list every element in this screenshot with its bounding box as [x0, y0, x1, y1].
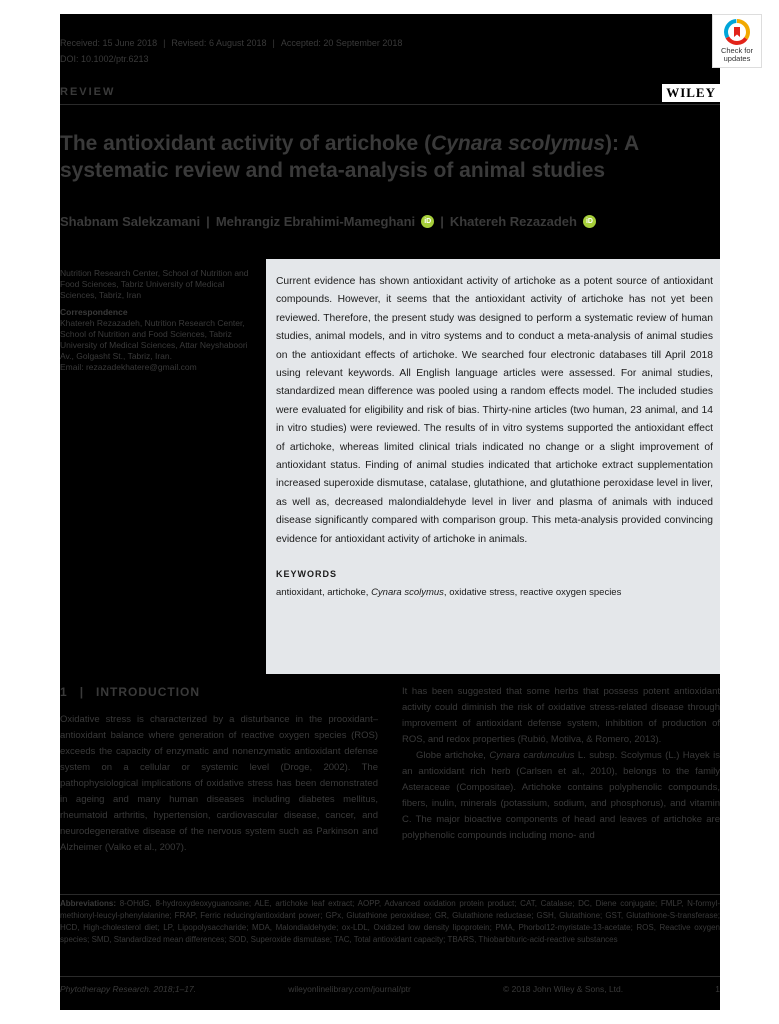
abstract-box: [266, 259, 720, 674]
paragraph: Globe artichoke, Cynara cardunculus L. subsp. Scolymus (L.) Hayek is an antioxidant rich herb (Carlsen et al., 2010), belongs to the family Asteraceae (Compositae). Artichoke contains polyphenolic compounds, fibers, inulin, minerals (potassium, sodium, and phosphorus), and vitamin C. The major bioactive components of head and leaves of artichoke are polyphenolic compounds including mono- and: [402, 750, 720, 841]
orcid-icon[interactable]: iD: [583, 215, 596, 228]
section-separator: |: [79, 685, 85, 699]
history-separator: |: [163, 38, 166, 48]
footer-divider: [60, 976, 720, 977]
check-for-updates-badge[interactable]: [712, 14, 762, 68]
section-heading: [60, 684, 378, 700]
keywords-title: KEYWORDS: [276, 569, 338, 580]
journal-citation: Phytotherapy Research. 2018;1–17.: [60, 984, 197, 994]
paragraph: It has been suggested that some herbs that possess potent antioxidant activity could diminish the risk of oxidative stress-related disease through improvement of antioxidant defense system, inhibition of production of ROS, and redox properties (Rubió, Motilva, & Romero, 2013).: [402, 686, 720, 745]
section-number: 1: [60, 685, 68, 699]
publisher-logo: WILEY: [662, 84, 720, 102]
footnote-divider: [60, 894, 720, 895]
revised-date: Revised: 6 August 2018: [171, 38, 267, 48]
doi-link[interactable]: DOI: 10.1002/ptr.6213: [60, 54, 149, 64]
paragraph: Oxidative stress is characterized by a disturbance in the prooxidant–antioxidant balance where generation of reactive oxygen species (ROS) exceeds the capacity of enzymatic and nonenzymatic antioxidant defense system on a cellular or systemic level (Droge, 2002). The pathophysiological implications of oxidative stress has been demonstrated in ageing and many human diseases including diabetes mellitus, rheumatoid arthritis, hypertension, cardiovascular disease, cancer, and neurodegenerative disease of the nervous system such as Parkinson and Alzheimer (Valko et al., 2007).: [60, 714, 378, 853]
article-history: [60, 38, 402, 48]
history-separator: |: [272, 38, 275, 48]
affiliation-block: [60, 268, 250, 373]
accepted-date: Accepted: 20 September 2018: [280, 38, 403, 48]
abstract-text: Current evidence has shown antioxidant activity of artichoke as a potent source of antioxidant compounds. However, it seems that the antioxidant activity of artichoke has not yet been reviewed. Therefore, the present study was designed to perform a systematic review of human studies, animal models, and in vitro systems and to conduct a meta-analysis of animal studies on the antioxidant effects of artichoke. We searched four electronic databases till April 2018 using relevant keywords. All English language articles were assessed. For animal studies, standardized mean difference was pooled using a random effects model. The included studies were evaluated for eligibility and risk of bias. Thirty-nine articles (two human, 23 animal, and 14 in vitro studies) were reviewed. The results of in vitro systems supported the antioxidant effect of artichoke, whereas limited clinical trials indicated no change or a slight improvement of antioxidant status. Finding of animal studies indicated that artichoke extract supplementation increased superoxide dismutase, catalase, glutathione, and glutathione peroxidase level in liver, as well as, decreased malondialdehyde level in liver and plasma of animals with induced disease significantly compared with comparison group. This meta-analysis provided convincing evidence for antioxidant activity of artichoke in animals.: [276, 276, 713, 545]
keywords-list: antioxidant, artichoke, Cynara scolymus, oxidative stress, reactive oxygen species: [276, 587, 622, 599]
abbreviations-footnote: Abbreviations: 8-OHdG, 8-hydroxydeoxyguanosine; ALE, artichoke leaf extract; AOPP, Advanced oxidation protein product; CAT, Catalase; DC, Diene conjugate; FMLP, N-formyl-methionyl-leucyl-phenylalanine; FRAP, Ferric reducing/antioxidant power; GPx, Glutathione peroxidase; GR, Glutathione reductase; GSH, Glutathione; GST, Glutathione-S-transferase; HCD, High-cholesterol diet; LP, Lipopolysaccharide; MDA, Malondialdehyde; ox-LDL, Oxidized low density lipoprotein; PMA, Phorbol12-myristate-13-acetate; ROS, Reactive oxygen species; SMD, Standardized mean differences; SOD, Superoxide dismutase; TAC, Total antioxidant capacity; TBARS, Thiobarbituric-acid-reactive substances: [60, 899, 720, 944]
page-footer: [60, 984, 720, 994]
check-for-updates-icon: [724, 19, 750, 45]
received-date: Received: 15 June 2018: [60, 38, 158, 48]
author-list: [60, 214, 596, 229]
intro-right-column: [402, 684, 720, 844]
copyright: © 2018 John Wiley & Sons, Ltd.: [502, 984, 624, 994]
section-title: INTRODUCTION: [96, 685, 201, 699]
author-separator: |: [206, 214, 210, 229]
author-name[interactable]: Khatereh Rezazadeh: [449, 214, 577, 229]
affiliation-text: Nutrition Research Center, School of Nutrition and Food Sciences, Tabriz University of Medical Sciences, Tabriz, Iran: [60, 268, 249, 300]
orcid-icon[interactable]: iD: [421, 215, 434, 228]
journal-url[interactable]: wileyonlinelibrary.com/journal/ptr: [288, 984, 411, 994]
article-title: The antioxidant activity of artichoke (Cynara scolymus): A systematic review and meta-analysis of animal studies: [60, 132, 639, 182]
correspondence-email[interactable]: Email: rezazadekhatere@gmail.com: [60, 362, 197, 372]
intro-left-column: [60, 684, 378, 856]
page-number: 1: [715, 984, 720, 994]
check-for-updates-label: Check for updates: [720, 46, 754, 63]
author-name[interactable]: Mehrangiz Ebrahimi-Mameghani: [215, 214, 416, 229]
correspondence-text: Khatereh Rezazadeh, Nutrition Research Center, School of Nutrition and Food Sciences, Tabriz University of Medical Sciences, Attar Neyshaboori Av., Golgasht St., Tabriz, Iran.: [60, 318, 248, 361]
section-label: REVIEW: [60, 86, 116, 98]
author-name[interactable]: Shabnam Salekzamani: [60, 214, 201, 229]
correspondence-title: Correspondence: [60, 307, 128, 317]
header-divider: [60, 104, 720, 105]
author-separator: |: [440, 214, 444, 229]
article-page: [60, 14, 720, 1010]
